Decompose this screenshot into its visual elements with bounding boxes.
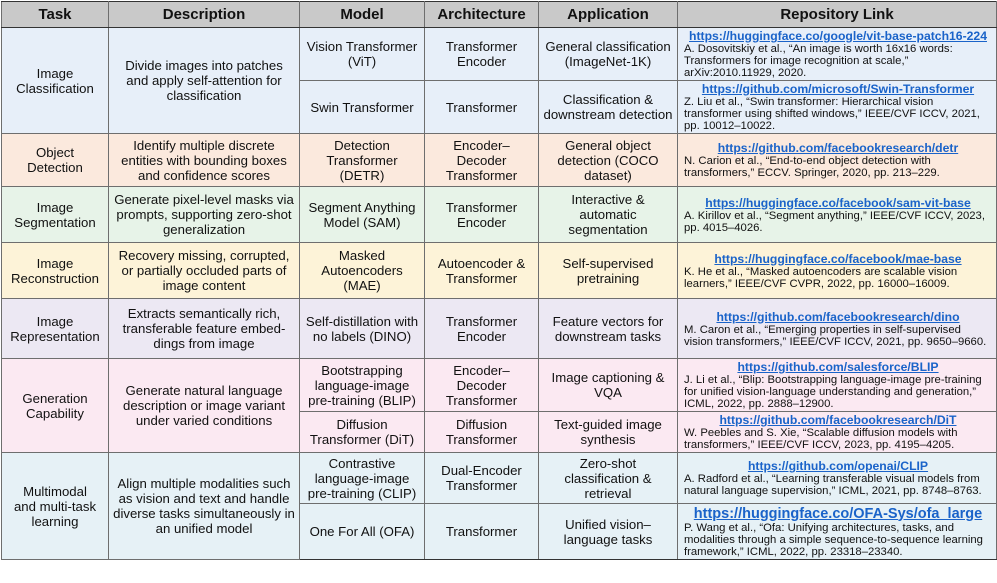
task-line: Image	[36, 313, 74, 329]
repository-cell	[678, 299, 997, 359]
application-cell: Interactive & automatic segmentation	[539, 187, 678, 243]
col-header-model: Model	[300, 2, 425, 28]
model-cell: Masked Autoencoders (MAE)	[300, 243, 425, 299]
model-cell: Swin Transformer	[300, 81, 425, 134]
application-cell: Text-guided image synthesis	[539, 412, 678, 453]
models-table	[1, 1, 997, 560]
description-cell: Generate natural language description or image variant under varied conditions	[109, 359, 300, 453]
repository-cell	[678, 187, 997, 243]
repository-link[interactable]: https://github.com/salesforce/BLIP	[737, 360, 939, 374]
task-cell	[2, 299, 109, 359]
model-cell: Segment Anything Model (SAM)	[300, 187, 425, 243]
application-cell: Feature vectors for downstream tasks	[539, 299, 678, 359]
header-row	[2, 2, 997, 28]
table-row	[2, 243, 997, 299]
repository-link[interactable]: https://huggingface.co/facebook/sam-vit-base	[705, 195, 971, 210]
application-cell: General classification (ImageNet-1K)	[539, 28, 678, 81]
description-cell: Identify multiple discrete entities with bounding boxes and confidence scores	[109, 134, 300, 187]
reference-text: N. Carion et al., “End-to-end object detection with transformers,” ECCV. Springer, 2020, pp. 213–229.	[684, 155, 940, 179]
architecture-cell: Transformer Encoder	[425, 187, 539, 243]
model-cell: One For All (OFA)	[300, 504, 425, 560]
task-line: Multimodal	[23, 483, 87, 499]
col-header-repository-link: Repository Link	[678, 2, 997, 28]
repository-cell	[678, 134, 997, 187]
architecture-cell: Transformer Encoder	[425, 28, 539, 81]
architecture-cell: Transformer Encoder	[425, 299, 539, 359]
description-cell: Recovery missing, corrupted, or partially occluded parts of image content	[109, 243, 300, 299]
model-cell: Diffusion Transformer (DiT)	[300, 412, 425, 453]
repository-link[interactable]: https://github.com/openai/CLIP	[747, 459, 929, 473]
table-row	[2, 187, 997, 243]
application-cell: Classification & downstream detection	[539, 81, 678, 134]
task-line: Reconstruction	[11, 270, 99, 286]
task-line: Generation	[22, 390, 88, 406]
repository-cell	[678, 359, 997, 412]
repository-link[interactable]: https://huggingface.co/OFA-Sys/ofa_large	[693, 505, 983, 522]
repository-cell	[678, 28, 997, 81]
application-cell: Self-supervised pretraining	[539, 243, 678, 299]
repository-cell	[678, 412, 997, 453]
table-row	[2, 299, 997, 359]
table-body	[2, 28, 997, 560]
repository-link[interactable]: https://github.com/facebookresearch/dino	[716, 309, 960, 324]
col-header-task: Task	[2, 2, 109, 28]
application-cell: Unified vision– language tasks	[539, 504, 678, 560]
task-cell	[2, 134, 109, 187]
architecture-cell: Diffusion Transformer	[425, 412, 539, 453]
col-header-description: Description	[109, 2, 300, 28]
reference-text: P. Wang et al., “Ofa: Unifying architectures, tasks, and modalities through a simple sequence-to-sequence learning framework,” ICML, 2022, pp. 23318–23340.	[684, 521, 983, 558]
task-line: learning	[31, 513, 79, 529]
repository-link[interactable]: https://github.com/microsoft/Swin-Transformer	[701, 82, 975, 96]
description-cell: Divide images into patches and apply self-attention for classification	[109, 28, 300, 134]
application-cell: Zero-shot classification & retrieval	[539, 453, 678, 504]
table-row	[2, 134, 997, 187]
architecture-cell: Autoencoder & Transformer	[425, 243, 539, 299]
task-line: Detection	[27, 160, 83, 175]
task-line: Object	[35, 145, 75, 160]
task-line: Image	[36, 199, 74, 215]
task-cell	[2, 187, 109, 243]
reference-text: J. Li et al., “Blip: Bootstrapping language-image pre-training for unified vision-language understanding and generation,” ICML, 2022, pp. 2888–12900.	[684, 374, 982, 410]
repository-link[interactable]: https://github.com/facebookresearch/detr	[717, 141, 959, 155]
repository-link[interactable]: https://huggingface.co/facebook/mae-base	[714, 251, 962, 266]
task-cell	[2, 28, 109, 134]
architecture-cell: Encoder– Decoder Transformer	[425, 359, 539, 412]
model-cell: Detection Transformer (DETR)	[300, 134, 425, 187]
table-row	[2, 359, 997, 412]
task-line: Representation	[10, 328, 100, 344]
task-line: Image	[36, 255, 74, 271]
architecture-cell: Encoder– Decoder Transformer	[425, 134, 539, 187]
table-row	[2, 28, 997, 81]
repository-link[interactable]: https://github.com/facebookresearch/DiT	[719, 413, 957, 427]
repository-cell	[678, 504, 997, 560]
application-cell: Image captioning & VQA	[539, 359, 678, 412]
model-cell: Contrastive language-image pre-training (CLIP)	[300, 453, 425, 504]
reference-text: Z. Liu et al., “Swin transformer: Hierarchical vision transformer using shifted windows,” IEEE/CVF ICCV, 2021, pp. 10012–10022.	[684, 96, 980, 132]
architecture-cell: Transformer	[425, 81, 539, 134]
description-cell: Generate pixel-level masks via prompts, supporting zero-shot generalization	[109, 187, 300, 243]
repository-cell	[678, 243, 997, 299]
model-cell: Vision Transformer (ViT)	[300, 28, 425, 81]
task-line: and multi-task	[13, 498, 97, 514]
table-row	[2, 453, 997, 504]
reference-text: M. Caron et al., “Emerging properties in self-supervised vision transformers,” IEEE/CVF ICCV, 2021, pp. 9650–9660.	[684, 323, 987, 348]
application-cell: General object detection (COCO dataset)	[539, 134, 678, 187]
description-cell: Align multiple modalities such as vision and text and handle diverse tasks simultaneously in an unified model	[109, 453, 300, 560]
reference-text: A. Radford et al., “Learning transferable visual models from natural language supervision,” ICML, 2021, pp. 8748–8763.	[684, 473, 982, 497]
task-cell	[2, 453, 109, 560]
architecture-cell: Transformer	[425, 504, 539, 560]
task-cell	[2, 359, 109, 453]
model-cell: Bootstrapping language-image pre-training (BLIP)	[300, 359, 425, 412]
task-cell	[2, 243, 109, 299]
reference-text: A. Kirillov et al., “Segment anything,” IEEE/CVF ICCV, 2023, pp. 4015–4026.	[684, 209, 985, 234]
repository-cell	[678, 81, 997, 134]
reference-text: W. Peebles and S. Xie, “Scalable diffusion models with transformers,” IEEE/CVF ICCV, 2023, pp. 4195–4205.	[684, 427, 958, 451]
model-cell: Self-distillation with no labels (DINO)	[300, 299, 425, 359]
architecture-cell: Dual-Encoder Transformer	[425, 453, 539, 504]
task-line: Classification	[16, 80, 94, 96]
reference-text: A. Dosovitskiy et al., “An image is worth 16x16 words: Transformers for image recognition at scale,” arXiv:2010.11929, 2020.	[684, 43, 953, 79]
reference-text: K. He et al., “Masked autoencoders are scalable vision learners,” IEEE/CVF CVPR, 2022, pp. 16000–16009.	[684, 265, 958, 290]
col-header-application: Application	[539, 2, 678, 28]
repository-link[interactable]: https://huggingface.co/google/vit-base-patch16-224	[689, 29, 987, 43]
col-header-architecture: Architecture	[425, 2, 539, 28]
repository-cell	[678, 453, 997, 504]
description-cell: Extracts semantically rich, transferable feature embed- dings from image	[109, 299, 300, 359]
task-line: Capability	[26, 405, 84, 421]
task-line: Segmentation	[14, 214, 96, 230]
task-line: Image	[36, 65, 74, 81]
